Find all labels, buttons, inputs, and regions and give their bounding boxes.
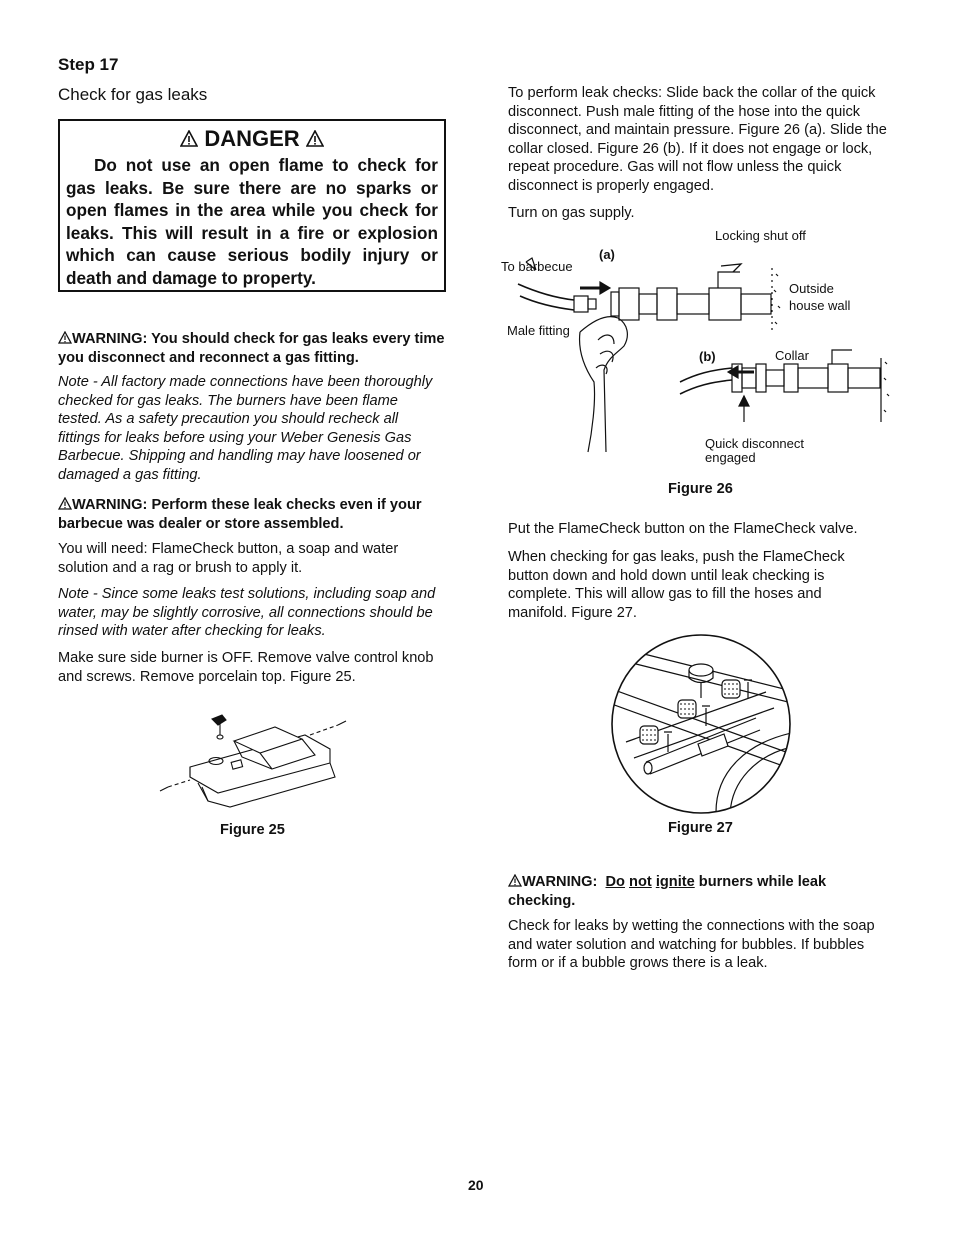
note-factory-connections: Note - All factory made connections have been thoroughly checked for gas leaks. The burners have been flame tested. As a safety precaution you should recheck all fittings for leaks before using your Weber Genesis Gas Barbecue. Shipping and handling may have loosened or damaged a gas fitting.: [58, 374, 433, 483]
warning-do-not-ignite: [508, 873, 878, 910]
danger-heading: [60, 125, 444, 153]
figure-25-caption: Figure 25: [220, 822, 285, 838]
fig26-label-b: (b): [699, 349, 716, 364]
danger-box: [58, 119, 446, 292]
para-flamecheck-button: Put the FlameCheck button on the FlameCheck valve.: [508, 521, 858, 537]
figure-26-caption: Figure 26: [668, 481, 733, 497]
danger-title: DANGER: [204, 126, 300, 151]
fig26-collar: Collar: [775, 348, 809, 363]
para-flamecheck-hold: When checking for gas leaks, push the FlameCheck button down and hold down until leak checking is complete. This will allow gas to fill the hoses and manifold. Figure 27.: [508, 549, 845, 621]
warning3-word-not: not: [629, 874, 652, 890]
warning-triangle-icon: [180, 130, 198, 147]
fig26-male-fitting: Male fitting: [507, 323, 570, 338]
figure-25-illustration: [150, 705, 360, 815]
figure-27-caption: Figure 27: [668, 820, 733, 836]
fig26-outside-line2: house wall: [789, 298, 851, 313]
warning3-prefix: WARNING:: [522, 874, 598, 890]
fig26-label-a: (a): [599, 247, 615, 262]
warning-dealer-assembled-text: WARNING: Perform these leak checks even if your barbecue was dealer or store assembled.: [58, 497, 422, 532]
para-check-for-leaks: Check for leaks by wetting the connections with the soap and water solution and watching for bubbles. If bubbles form or if a bubble grows there is a leak.: [508, 918, 875, 972]
warning3-rest: burners while leak checking.: [508, 874, 827, 909]
para-perform-leak-checks: To perform leak checks: Slide back the collar of the quick disconnect. Push male fitting of the hose into the quick disconnect, and maintain pressure. Figure 26 (a). Slide the collar closed. Figure 26 (b). If it does not engage or lock, repeat procedure. Gas will not flow unless the quick disconnect is properly engaged.: [508, 85, 887, 194]
figure-27-illustration: [606, 632, 796, 817]
para-turn-on-gas: Turn on gas supply.: [508, 205, 635, 221]
warning-gas-fitting-text: WARNING: You should check for gas leaks every time you disconnect and reconnect a gas fitting.: [58, 331, 445, 366]
figure-26: [496, 222, 896, 472]
warning3-word-do: Do: [605, 874, 625, 890]
step-subtitle: Check for gas leaks: [58, 85, 208, 104]
page-number: 20: [468, 1177, 484, 1193]
fig26-quick-line2: engaged: [705, 450, 756, 465]
para-you-will-need: You will need: FlameCheck button, a soap and water solution and a rag or brush to apply it.: [58, 541, 399, 576]
note-corrosive: Note - Since some leaks test solutions, including soap and water, may be slightly corrosive, all connections should be rinsed with water after checking for leaks.: [58, 586, 436, 640]
warning-gas-fitting: [58, 330, 448, 367]
warning-triangle-icon: [58, 497, 72, 510]
para-side-burner: Make sure side burner is OFF. Remove valve control knob and screws. Remove porcelain top. Figure 25.: [58, 650, 434, 685]
warning-dealer-assembled: [58, 496, 428, 533]
danger-text: Do not use an open flame to check for gas leaks. Be sure there are no sparks or open flames in the area while you check for leaks. This will result in a fire or explosion which can cause serious bodily injury or death and damage to property.: [66, 155, 438, 288]
fig26-quick-line1: Quick disconnect: [705, 436, 804, 451]
warning-triangle-icon: [508, 874, 522, 887]
step-title: Step 17: [58, 55, 119, 74]
warning3-word-ignite: ignite: [655, 874, 695, 890]
fig26-outside-line1: Outside: [789, 281, 834, 296]
warning-triangle-icon: [58, 331, 72, 344]
fig26-locking-shut-off: Locking shut off: [715, 228, 806, 243]
warning-triangle-icon: [306, 130, 324, 147]
fig26-to-barbecue: To barbecue: [501, 259, 573, 274]
